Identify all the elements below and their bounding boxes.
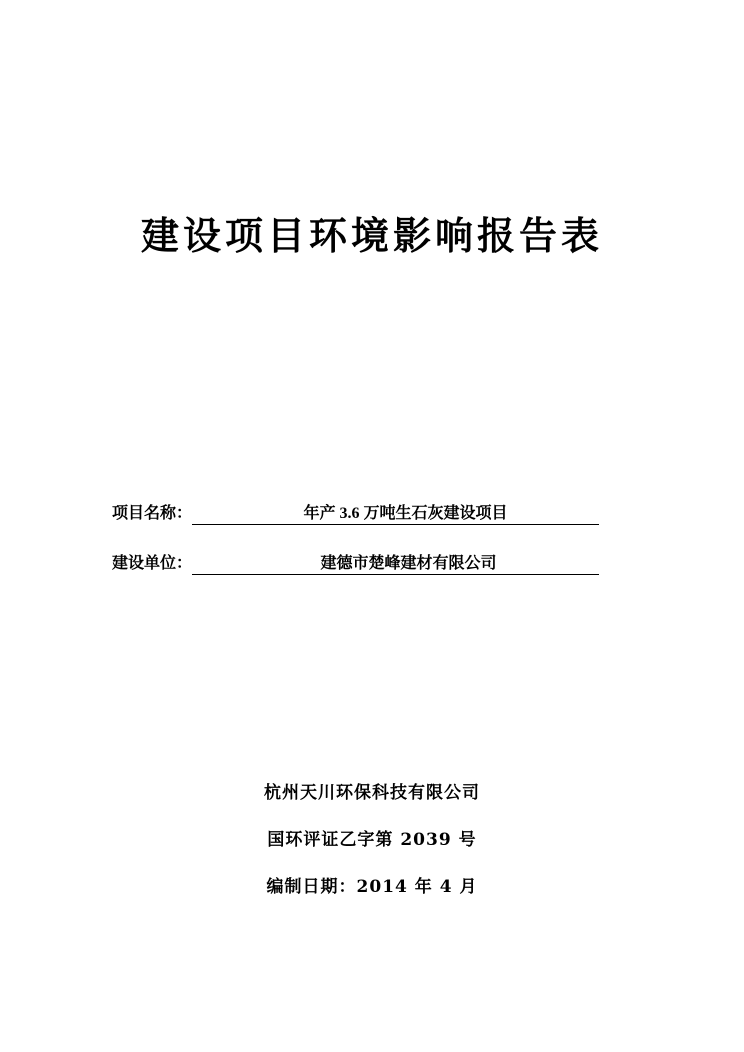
page-title: 建设项目环境影响报告表: [140, 213, 603, 258]
footer-date: 编制日期：2014 年 4 月: [266, 877, 478, 897]
project-name-value: 年产 3.6 万吨生石灰建设项目: [192, 500, 599, 525]
document-footer: [0, 778, 744, 919]
project-name-field: [112, 500, 599, 525]
project-name-label: 项目名称：: [112, 505, 193, 522]
footer-company: 杭州天川环保科技有限公司: [264, 783, 480, 803]
footer-certificate: 国环评证乙字第 2039 号: [267, 830, 477, 850]
construction-unit-value: 建德市楚峰建材有限公司: [192, 550, 599, 575]
construction-unit-field: [112, 550, 599, 575]
construction-unit-label: 建设单位：: [112, 555, 193, 572]
